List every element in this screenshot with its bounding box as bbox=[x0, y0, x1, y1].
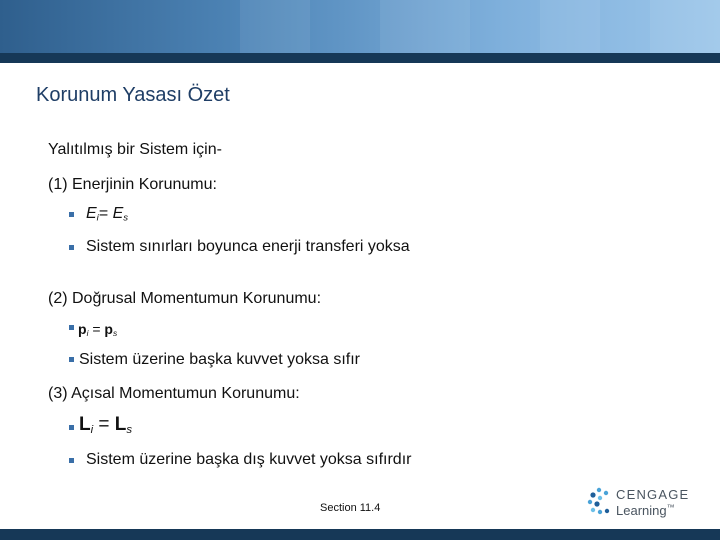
section-3-bullet: Sistem üzerine başka dış kuvvet yoksa sıfırdır bbox=[86, 451, 412, 468]
energy-equation bbox=[86, 205, 128, 223]
bullet-icon bbox=[69, 458, 74, 463]
banner-tile bbox=[650, 0, 720, 53]
eq-lhs-sub: i bbox=[86, 328, 89, 339]
eq-op: = bbox=[93, 414, 115, 435]
eq-lhs: L bbox=[79, 414, 91, 435]
bottom-bar bbox=[0, 529, 720, 540]
banner-tile bbox=[540, 0, 600, 53]
banner-tile bbox=[380, 0, 470, 53]
section-1-bullet: Sistem sınırları boyunca enerji transferi yoksa bbox=[86, 238, 410, 255]
bullet-icon bbox=[69, 357, 74, 362]
top-banner bbox=[0, 0, 720, 53]
section-2-heading: (2) Doğrusal Momentumun Korunumu: bbox=[48, 290, 322, 307]
slide-title: Korunum Yasası Özet bbox=[36, 84, 230, 106]
eq-lhs-sub: i bbox=[90, 423, 94, 436]
eq-lhs: p bbox=[78, 321, 87, 337]
eq-rhs-sub: s bbox=[112, 328, 118, 339]
angular-momentum-equation bbox=[79, 414, 132, 436]
eq-op: = bbox=[98, 205, 113, 222]
eq-op: = bbox=[88, 321, 105, 337]
logo-word-cengage: CENGAGE bbox=[616, 487, 690, 502]
eq-rhs: E bbox=[112, 205, 124, 222]
bullet-icon bbox=[69, 425, 74, 430]
eq-rhs: L bbox=[114, 414, 127, 435]
top-bar bbox=[0, 53, 720, 63]
eq-rhs-sub: s bbox=[126, 423, 133, 436]
section-footer: Section 11.4 bbox=[320, 502, 381, 514]
section-2-bullet: Sistem üzerine başka kuvvet yoksa sıfır bbox=[79, 351, 360, 368]
bullet-icon bbox=[69, 245, 74, 250]
eq-lhs-sub: i bbox=[96, 212, 99, 224]
cengage-logo bbox=[586, 486, 696, 520]
momentum-equation bbox=[78, 321, 117, 338]
logo-trademark: ™ bbox=[666, 503, 675, 512]
section-3-heading: (3) Açısal Momentumun Korunumu: bbox=[48, 385, 300, 402]
bullet-icon bbox=[69, 212, 74, 217]
bullet-icon bbox=[69, 325, 74, 330]
eq-rhs-sub: s bbox=[123, 212, 129, 224]
logo-learning-text: Learning bbox=[616, 503, 667, 518]
intro-text: Yalıtılmış bir Sistem için- bbox=[48, 141, 222, 158]
cengage-dots-icon bbox=[586, 487, 614, 517]
eq-rhs: p bbox=[104, 321, 113, 337]
eq-lhs: E bbox=[86, 205, 97, 222]
banner-tile bbox=[240, 0, 310, 53]
section-1-heading: (1) Enerjinin Korunumu: bbox=[48, 176, 217, 193]
logo-word-learning bbox=[616, 503, 675, 518]
